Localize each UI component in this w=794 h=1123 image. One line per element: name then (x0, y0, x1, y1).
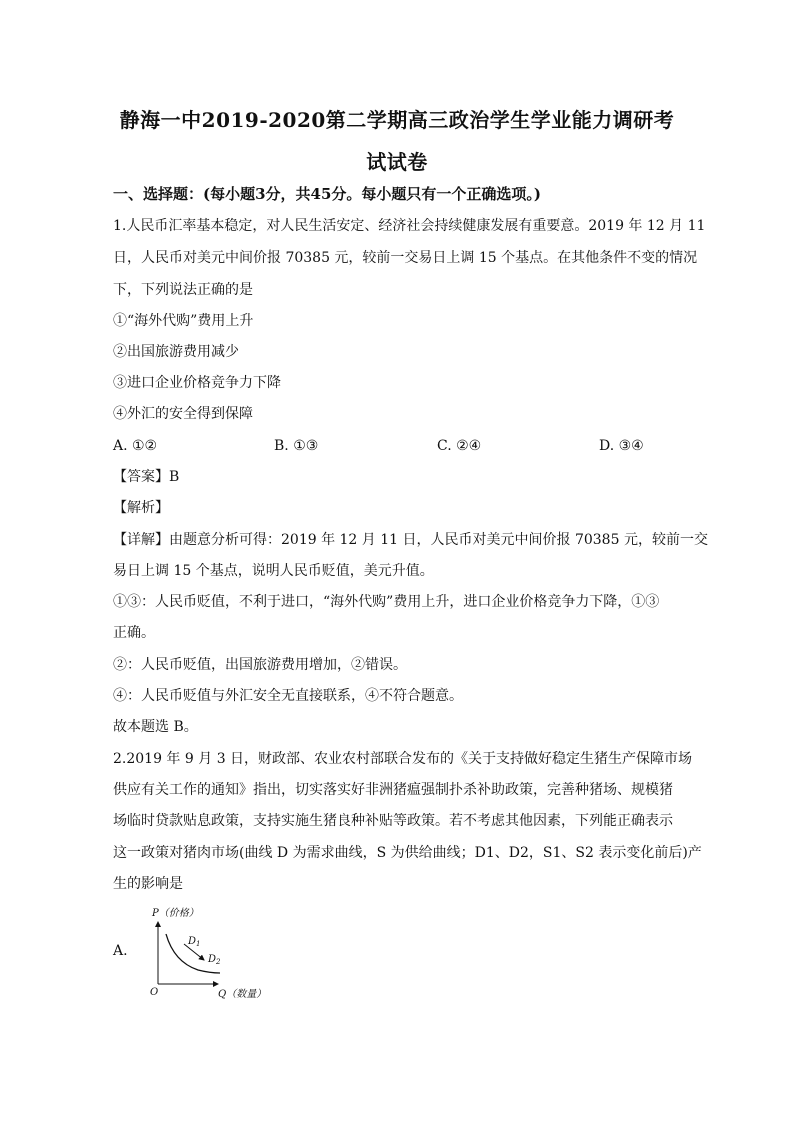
q1-detail-line: ②：人民币贬值，出国旅游费用增加，②错误。 (113, 657, 407, 673)
curve-label-d1 (187, 936, 201, 948)
origin-label: O (150, 987, 159, 998)
y-axis-label: P（价格） (152, 908, 199, 919)
q1-detail-line (113, 530, 708, 550)
document-title-line2: 试试卷 (366, 150, 428, 174)
q2-stem-line: 这一政策对猪肉市场(曲线 D 为需求曲线，S 为供给曲线；D1、D2，S1、S2 表示变化前后)产 (113, 845, 702, 861)
q1-item: ①“海外代购”费用上升 (113, 313, 254, 329)
q1-item: ③进口企业价格竞争力下降 (113, 375, 281, 391)
q1-detail-line: ①③：人民币贬值，不利于进口，“海外代购”费用上升，进口企业价格竞争力下降，①③ (113, 594, 660, 610)
q1-detail-line: 故本题选 B。 (113, 719, 198, 735)
section-header: 一、选择题：(每小题3分，共45分。每小题只有一个正确选项。) (113, 185, 542, 203)
analysis-tag: 【解析】 (113, 500, 169, 516)
answer-tag: 【答案】 (113, 469, 169, 485)
q2-stem-line: 场临时贷款贴息政策，支持实施生猪良种补贴等政策。若不考虑其他因素，下列能正确表示 (113, 813, 673, 829)
q1-option-b: B. ①③ (274, 438, 319, 454)
q2-option-a-label: A. (113, 943, 128, 959)
q1-stem-line: 日，人民币对美元中间价报 70385 元，较前一交易日上调 15 个基点。在其他条件不变的情况 (113, 250, 698, 266)
demand-curve-graph (140, 900, 280, 1005)
x-axis-label: Q（数量） (218, 989, 267, 1000)
q2-stem-line: 生的影响是 (113, 876, 183, 892)
q2-stem-line: 供应有关工作的通知》指出，切实落实好非洲猪瘟强制扑杀补助政策，完善种猪场、规模猪 (113, 782, 673, 798)
detail-tag: 【详解】 (113, 532, 169, 548)
q1-detail-line: ④：人民币贬值与外汇安全无直接联系，④不符合题意。 (113, 688, 463, 704)
curve-label-d2-letter: D (208, 954, 217, 965)
q1-option-d: D. ③④ (599, 438, 644, 454)
curve-label-d2 (207, 954, 221, 966)
answer-value: B (169, 469, 180, 485)
q1-answer-row (113, 467, 179, 487)
curve-label-d1-sub: 1 (196, 940, 201, 948)
q2-stem-line: 2.2019 年 9 月 3 日，财政部、农业农村部联合发布的《关于支持做好稳定生猪生产保障市场 (113, 751, 693, 767)
document-title-line1: 静海一中2019-2020第二学期高三政治学生学业能力调研考 (119, 108, 675, 132)
q1-item: ④外汇的安全得到保障 (113, 406, 253, 422)
curve-label-d1-letter: D (188, 936, 197, 947)
q1-item: ②出国旅游费用减少 (113, 344, 239, 360)
q1-detail-line: 正确。 (113, 625, 155, 641)
q1-stem-line: 下，下列说法正确的是 (113, 282, 253, 298)
q1-option-a: A. ①② (113, 438, 158, 454)
q1-option-c: C. ②④ (437, 438, 482, 454)
detail-text: 由题意分析可得：2019 年 12 月 11 日，人民币对美元中间价报 70385 元，较前一交 (169, 532, 708, 548)
curve-label-d2-sub: 2 (216, 958, 221, 966)
q1-detail-line: 易日上调 15 个基点，说明人民币贬值，美元升值。 (113, 563, 434, 579)
q1-stem-line: 1.人民币汇率基本稳定，对人民生活安定、经济社会持续健康发展有重要意。2019 年 12 月 11 (113, 218, 706, 234)
